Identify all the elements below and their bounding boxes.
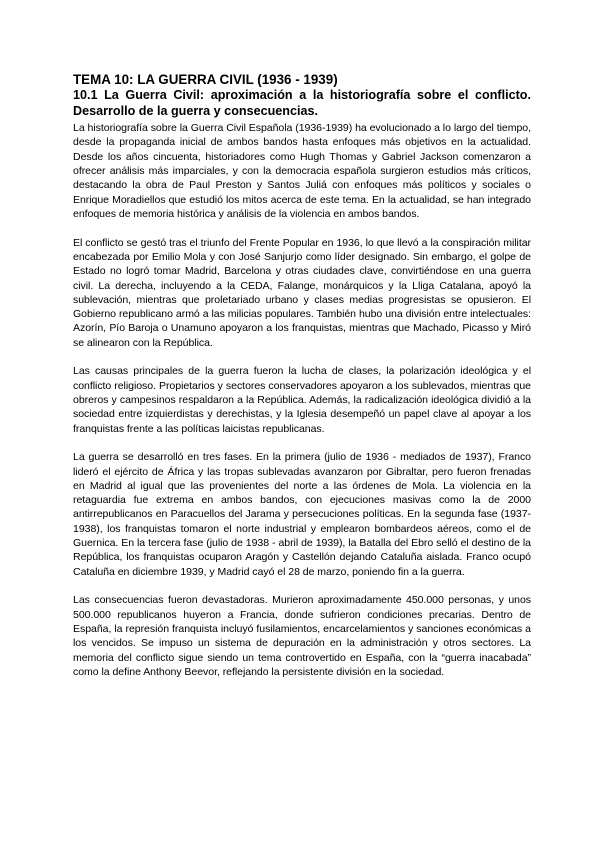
section-heading: 10.1 La Guerra Civil: aproximación a la historiografía sobre el conflicto. Desarrollo de la guerra y consecuencias. xyxy=(73,88,531,118)
document-title: TEMA 10: LA GUERRA CIVIL (1936 - 1939) xyxy=(73,72,338,87)
paragraph-causes: Las causas principales de la guerra fueron la lucha de clases, la polarización ideológica y el conflicto religioso. Propietarios y sectores conservadores apoyaron a los sublevados, mientras que obreros y campesinos respaldaron a la República. Además, la radicalización ideológica dividió a la sociedad entre izquierdistas y derechistas, y la Iglesia desempeñó un papel clave al apoyar a los franquistas frente a las políticas laicistas republicanas. xyxy=(73,365,531,435)
paragraph-phases: La guerra se desarrolló en tres fases. En la primera (julio de 1936 - mediados de 1937), Franco lideró el ejército de África y las tropas sublevadas avanzaron por Gibraltar, pero fueron frenadas en Madrid al igual que las provenientes del norte a las órdenes de Mola. La violencia en la retaguardia fue extrema en ambos bandos, con ejecuciones masivas como la de 2000 antirrepublicanos en Paracuellos del Jarama y persecuciones políticas. En la segunda fase (1937-1938), los franquistas tomaron el norte industrial y emplearon bombardeos aéreos, como el de Guernica. En la tercera fase (julio de 1938 - abril de 1939), la Batalla del Ebro selló el destino de la República, los franquistas ocuparon Aragón y Castellón dejando Cataluña aislada. Franco ocupó Cataluña en diciembre 1939, y Madrid cayó el 28 de marzo, poniendo fin a la guerra. xyxy=(73,451,531,578)
paragraph-origins: El conflicto se gestó tras el triunfo del Frente Popular en 1936, lo que llevó a la conspiración militar encabezada por Emilio Mola y con José Sanjurjo como líder designado. Sin embargo, el golpe de Estado no logró tomar Madrid, Barcelona y otras ciudades clave, convirtiéndose en una guerra civil. La derecha, incluyendo a la CEDA, Falange, monárquicos y la Lliga Catalana, apoyó la sublevación, mientras que proletariado urbano y clases medias progresistas se opusieron. El Gobierno republicano armó a las milicias populares. También hubo una división entre intelectuales: Azorín, Pío Baroja o Unamuno apoyaron a los franquistas, mientras que Machado, Picasso y Miró se alinearon con la República. xyxy=(73,236,531,349)
paragraph-historiography: La historiografía sobre la Guerra Civil Española (1936-1939) ha evolucionado a lo largo del tiempo, desde la propaganda inicial de ambos bandos hasta enfoques más objetivos en la actualidad. Desde los años cincuenta, historiadores como Hugh Thomas y Gabriel Jackson comenzaron a ofrecer análisis más imparciales, y con la democracia española surgieron estudios más críticos, destacando la obra de Paul Preston y Santos Juliá con enfoques más políticos y sociales o Enrique Moradiellos que estudió los mitos acerca de este tema. En la actualidad, se han integrado enfoques de memoria histórica y análisis de la violencia en ambos bandos. xyxy=(73,122,531,220)
paragraph-consequences: Las consecuencias fueron devastadoras. Murieron aproximadamente 450.000 personas, y unos 500.000 republicanos huyeron a Francia, donde sufrieron condiciones precarias. Dentro de España, la represión franquista incluyó fusilamientos, encarcelamientos y sanciones económicas a los vencidos. Se impuso un sistema de depuración en la administración y otros sectores. La memoria del conflicto sigue siendo un tema controvertido en España, con la “guerra inacabada” como la define Anthony Beevor, reflejando la persistente división en la sociedad. xyxy=(73,594,531,678)
document-body xyxy=(73,71,531,694)
